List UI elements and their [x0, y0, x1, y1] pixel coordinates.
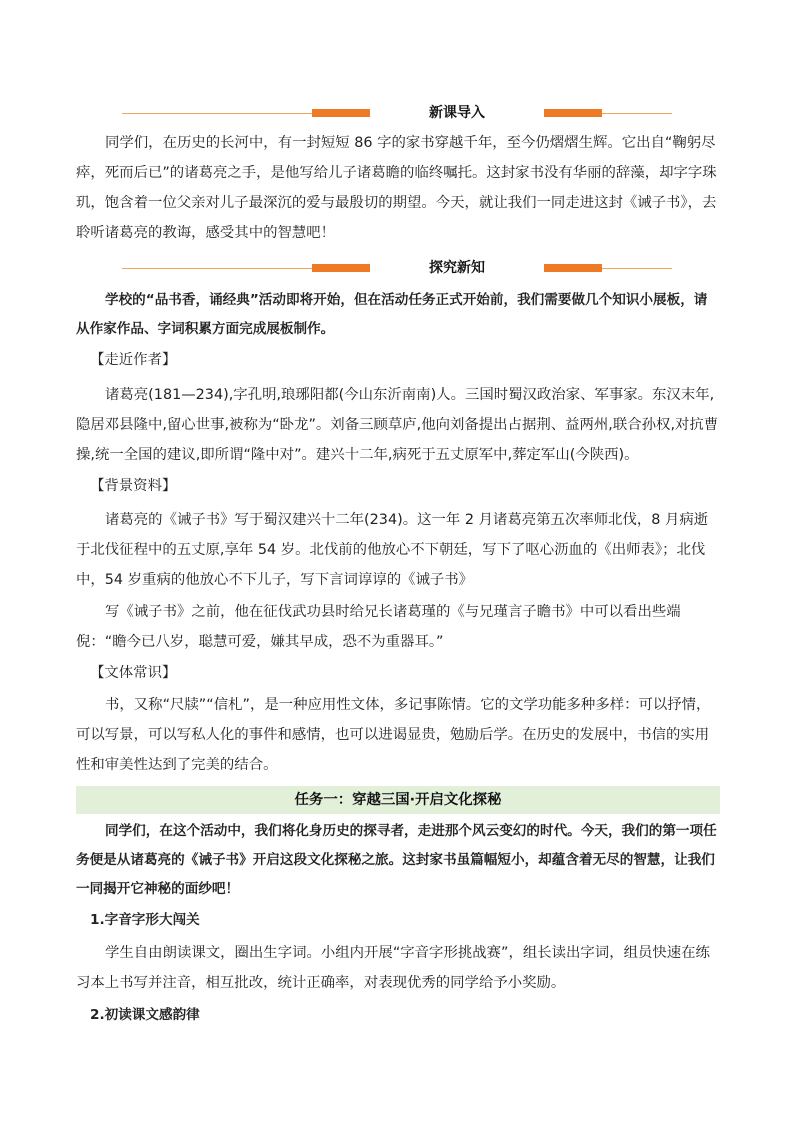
heading-bar-right	[544, 109, 602, 117]
background-label: 【背景资料】	[90, 478, 177, 494]
heading-bar-left	[312, 264, 370, 272]
author-paragraph: 诸葛亮(181—234),字孔明,琅琊阳都(今山东沂南南)人。三国时蜀汉政治家、军事家。东汉末年,隐居邓县隆中,留心世事,被称为“卧龙”。刘备三顾草庐,他向刘备提出占据荆、益两州,联合孙权,对抗曹操,统一全国的建议,即所谓“隆中对”。建兴十二年,病死于五丈原军中,葬定军山(今陕西)。	[76, 387, 719, 463]
intro-paragraph: 同学们，在历史的长河中，有一封短短 86 字的家书穿越千年，至今仍熠熠生辉。它出自“鞠躬尽瘁，死而后已”的诸葛亮之手，是他写给儿子诸葛瞻的临终嘱托。这封家书没有华丽的辞藻，却字字珠玑，饱含着一位父亲对儿子最深沉的爱与最殷切的期望。今天，就让我们一同走进这封《诫子书》，去聆听诸葛亮的教诲，感受其中的智慧吧！	[76, 135, 717, 241]
background-paragraph-1: 诸葛亮的《诫子书》写于蜀汉建兴十二年(234)。这一年 2 月诸葛亮第五次率师北伐，8 月病逝于北伐征程中的五丈原,享年 54 岁。北伐前的他放心不下朝廷，写下了呕心沥血的《出师表》；北伐中，54 岁重病的他放心不下儿子，写下言词谆谆的《诫子书》	[76, 512, 709, 588]
background-paragraph-2: 写《诫子书》之前，他在征伐武功县时给兄长诸葛瑾的《与兄瑾言子瞻书》中可以看出些端倪：“瞻今已八岁，聪慧可爱，嫌其早成，恐不为重器耳。”	[76, 604, 681, 650]
task1-step1-paragraph: 学生自由朗读课文，圈出生字词。小组内开展“字音字形挑战赛”，组长读出字词，组员快速在练习本上书写并注音，相互批改，统计正确率，对表现优秀的同学给予小奖励。	[76, 945, 710, 991]
section-heading-intro	[122, 103, 672, 123]
genre-label: 【文体常识】	[90, 665, 177, 681]
heading-bar-right	[544, 264, 602, 272]
section-title: 探究新知	[370, 258, 544, 278]
heading-bar-left	[312, 109, 370, 117]
section-heading-explore	[122, 258, 672, 278]
task1-title-band: 任务一：穿越三国·开启文化探秘	[76, 786, 720, 814]
explore-intro-paragraph: 学校的“品书香，诵经典”活动即将开始，但在活动任务正式开始前，我们需要做几个知识小展板，请从作家作品、字词积累方面完成展板制作。	[76, 292, 708, 337]
genre-paragraph: 书，又称“尺牍”“信札”，是一种应用性文体，多记事陈情。它的文学功能多种多样：可以抒情，可以写景，可以写私人化的事件和感情，也可以进谒显贵，勉励后学。在历史的发展中，书信的实用性和审美性达到了完美的结合。	[76, 697, 711, 773]
task1-step1-title: 1.字音字形大闯关	[90, 912, 200, 928]
task1-intro-paragraph: 同学们，在这个活动中，我们将化身历史的探寻者，走进那个风云变幻的时代。今天，我们的第一项任务便是从诸葛亮的《诫子书》开启这段文化探秘之旅。这封家书虽篇幅短小，却蕴含着无尽的智慧，让我们一同揭开它神秘的面纱吧！	[76, 823, 717, 897]
section-title: 新课导入	[370, 103, 544, 123]
task1-step2-title: 2.初读课文感韵律	[90, 1007, 200, 1023]
author-label: 【走近作者】	[90, 352, 177, 368]
